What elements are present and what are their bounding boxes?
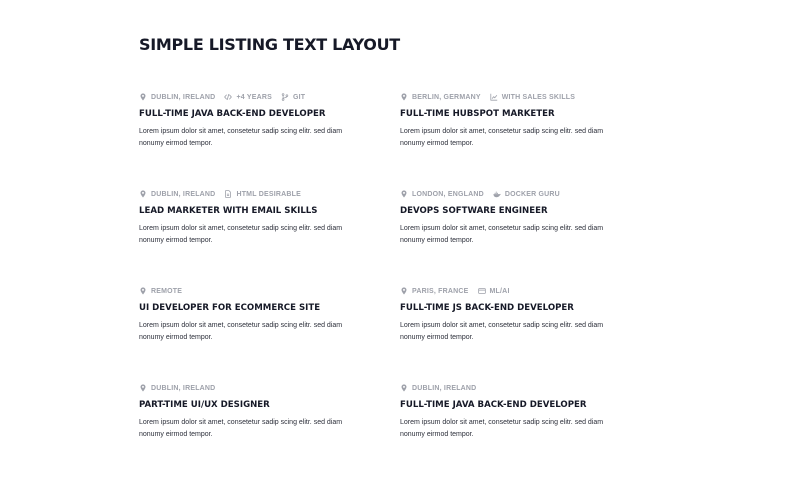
map-pin-icon: [139, 384, 147, 392]
job-meta-item: [490, 93, 575, 101]
job-listings: [139, 92, 639, 480]
map-pin-icon: [400, 190, 408, 198]
job-title-link[interactable]: FULL-TIME HUBSPOT MARKETER: [400, 109, 555, 119]
job-listing-card: [139, 92, 400, 189]
job-meta-item: [400, 93, 481, 101]
job-meta-text: +4 YEARS: [236, 93, 272, 101]
map-pin-icon: [139, 190, 147, 198]
job-listing-card: [400, 286, 639, 383]
job-listing-card: [139, 286, 400, 383]
job-description: Lorem ipsum dolor sit amet, consetetur sadip scing elitr. sed diam nonumy eirmod tempor.: [400, 419, 604, 438]
job-meta-item: [281, 93, 305, 101]
map-pin-icon: [139, 287, 147, 295]
job-meta-text: DUBLIN, IRELAND: [151, 190, 216, 198]
job-title-link[interactable]: FULL-TIME JS BACK-END DEVELOPER: [400, 303, 574, 313]
job-meta: [139, 286, 400, 296]
html-file-icon: [224, 190, 232, 198]
job-description: Lorem ipsum dolor sit amet, consetetur sadip scing elitr. sed diam nonumy eirmod tempor.: [400, 322, 604, 341]
job-meta-text: DUBLIN, IRELAND: [412, 384, 477, 392]
job-title-link[interactable]: PART-TIME UI/UX DESIGNER: [139, 400, 270, 410]
job-meta-text: HTML DESIRABLE: [236, 190, 301, 198]
job-description: Lorem ipsum dolor sit amet, consetetur sadip scing elitr. sed diam nonumy eirmod tempor.: [139, 419, 343, 438]
page-title: SIMPLE LISTING TEXT LAYOUT: [139, 35, 400, 54]
job-meta: [400, 189, 639, 199]
git-branch-icon: [281, 93, 289, 101]
code-icon: [224, 93, 232, 101]
job-meta: [139, 92, 400, 102]
job-meta: [400, 92, 639, 102]
job-meta-text: ML/AI: [489, 287, 510, 295]
job-meta-item: [400, 384, 476, 392]
job-description: Lorem ipsum dolor sit amet, consetetur sadip scing elitr. sed diam nonumy eirmod tempor.: [400, 225, 604, 244]
job-meta: [139, 189, 400, 199]
job-listing-card: [139, 383, 400, 480]
job-meta-text: DOCKER GURU: [504, 190, 560, 198]
job-meta-text: DUBLIN, IRELAND: [151, 384, 216, 392]
job-meta-item: [139, 190, 215, 198]
job-meta-text: GIT: [292, 93, 306, 101]
job-meta-item: [493, 190, 560, 198]
job-listing-card: [400, 189, 639, 286]
job-description: Lorem ipsum dolor sit amet, consetetur sadip scing elitr. sed diam nonumy eirmod tempor.: [139, 128, 343, 147]
job-title-link[interactable]: FULL-TIME JAVA BACK-END DEVELOPER: [139, 109, 326, 119]
job-description: Lorem ipsum dolor sit amet, consetetur sadip scing elitr. sed diam nonumy eirmod tempor.: [139, 322, 343, 341]
job-meta-text: REMOTE: [151, 287, 183, 295]
map-pin-icon: [400, 384, 408, 392]
map-pin-icon: [400, 287, 408, 295]
job-title-link[interactable]: DEVOPS SOFTWARE ENGINEER: [400, 206, 548, 216]
job-meta-item: [478, 287, 510, 295]
job-meta: [400, 383, 639, 393]
job-listing-card: [400, 383, 639, 480]
job-meta: [139, 383, 400, 393]
job-description: Lorem ipsum dolor sit amet, consetetur sadip scing elitr. sed diam nonumy eirmod tempor.: [400, 128, 604, 147]
job-listing-card: [139, 189, 400, 286]
job-meta-text: LONDON, ENGLAND: [412, 190, 484, 198]
job-meta-text: DUBLIN, IRELAND: [151, 93, 216, 101]
job-listing-card: [400, 92, 639, 189]
docker-icon: [493, 190, 501, 198]
card-icon: [478, 287, 486, 295]
job-meta-text: BERLIN, GERMANY: [412, 93, 481, 101]
job-meta-item: [139, 384, 215, 392]
job-title-link[interactable]: FULL-TIME JAVA BACK-END DEVELOPER: [400, 400, 587, 410]
job-meta-item: [139, 287, 182, 295]
job-description: Lorem ipsum dolor sit amet, consetetur sadip scing elitr. sed diam nonumy eirmod tempor.: [139, 225, 343, 244]
job-title-link[interactable]: UI DEVELOPER FOR ECOMMERCE SITE: [139, 303, 321, 313]
job-meta-text: WITH SALES SKILLS: [501, 93, 576, 101]
chart-icon: [490, 93, 498, 101]
map-pin-icon: [400, 93, 408, 101]
job-meta-item: [224, 93, 272, 101]
map-pin-icon: [139, 93, 147, 101]
job-meta-item: [224, 190, 301, 198]
job-meta-item: [139, 93, 215, 101]
job-meta-item: [400, 190, 484, 198]
job-meta-item: [400, 287, 469, 295]
job-meta: [400, 286, 639, 296]
job-title-link[interactable]: LEAD MARKETER WITH EMAIL SKILLS: [139, 206, 318, 216]
job-meta-text: PARIS, FRANCE: [412, 287, 469, 295]
